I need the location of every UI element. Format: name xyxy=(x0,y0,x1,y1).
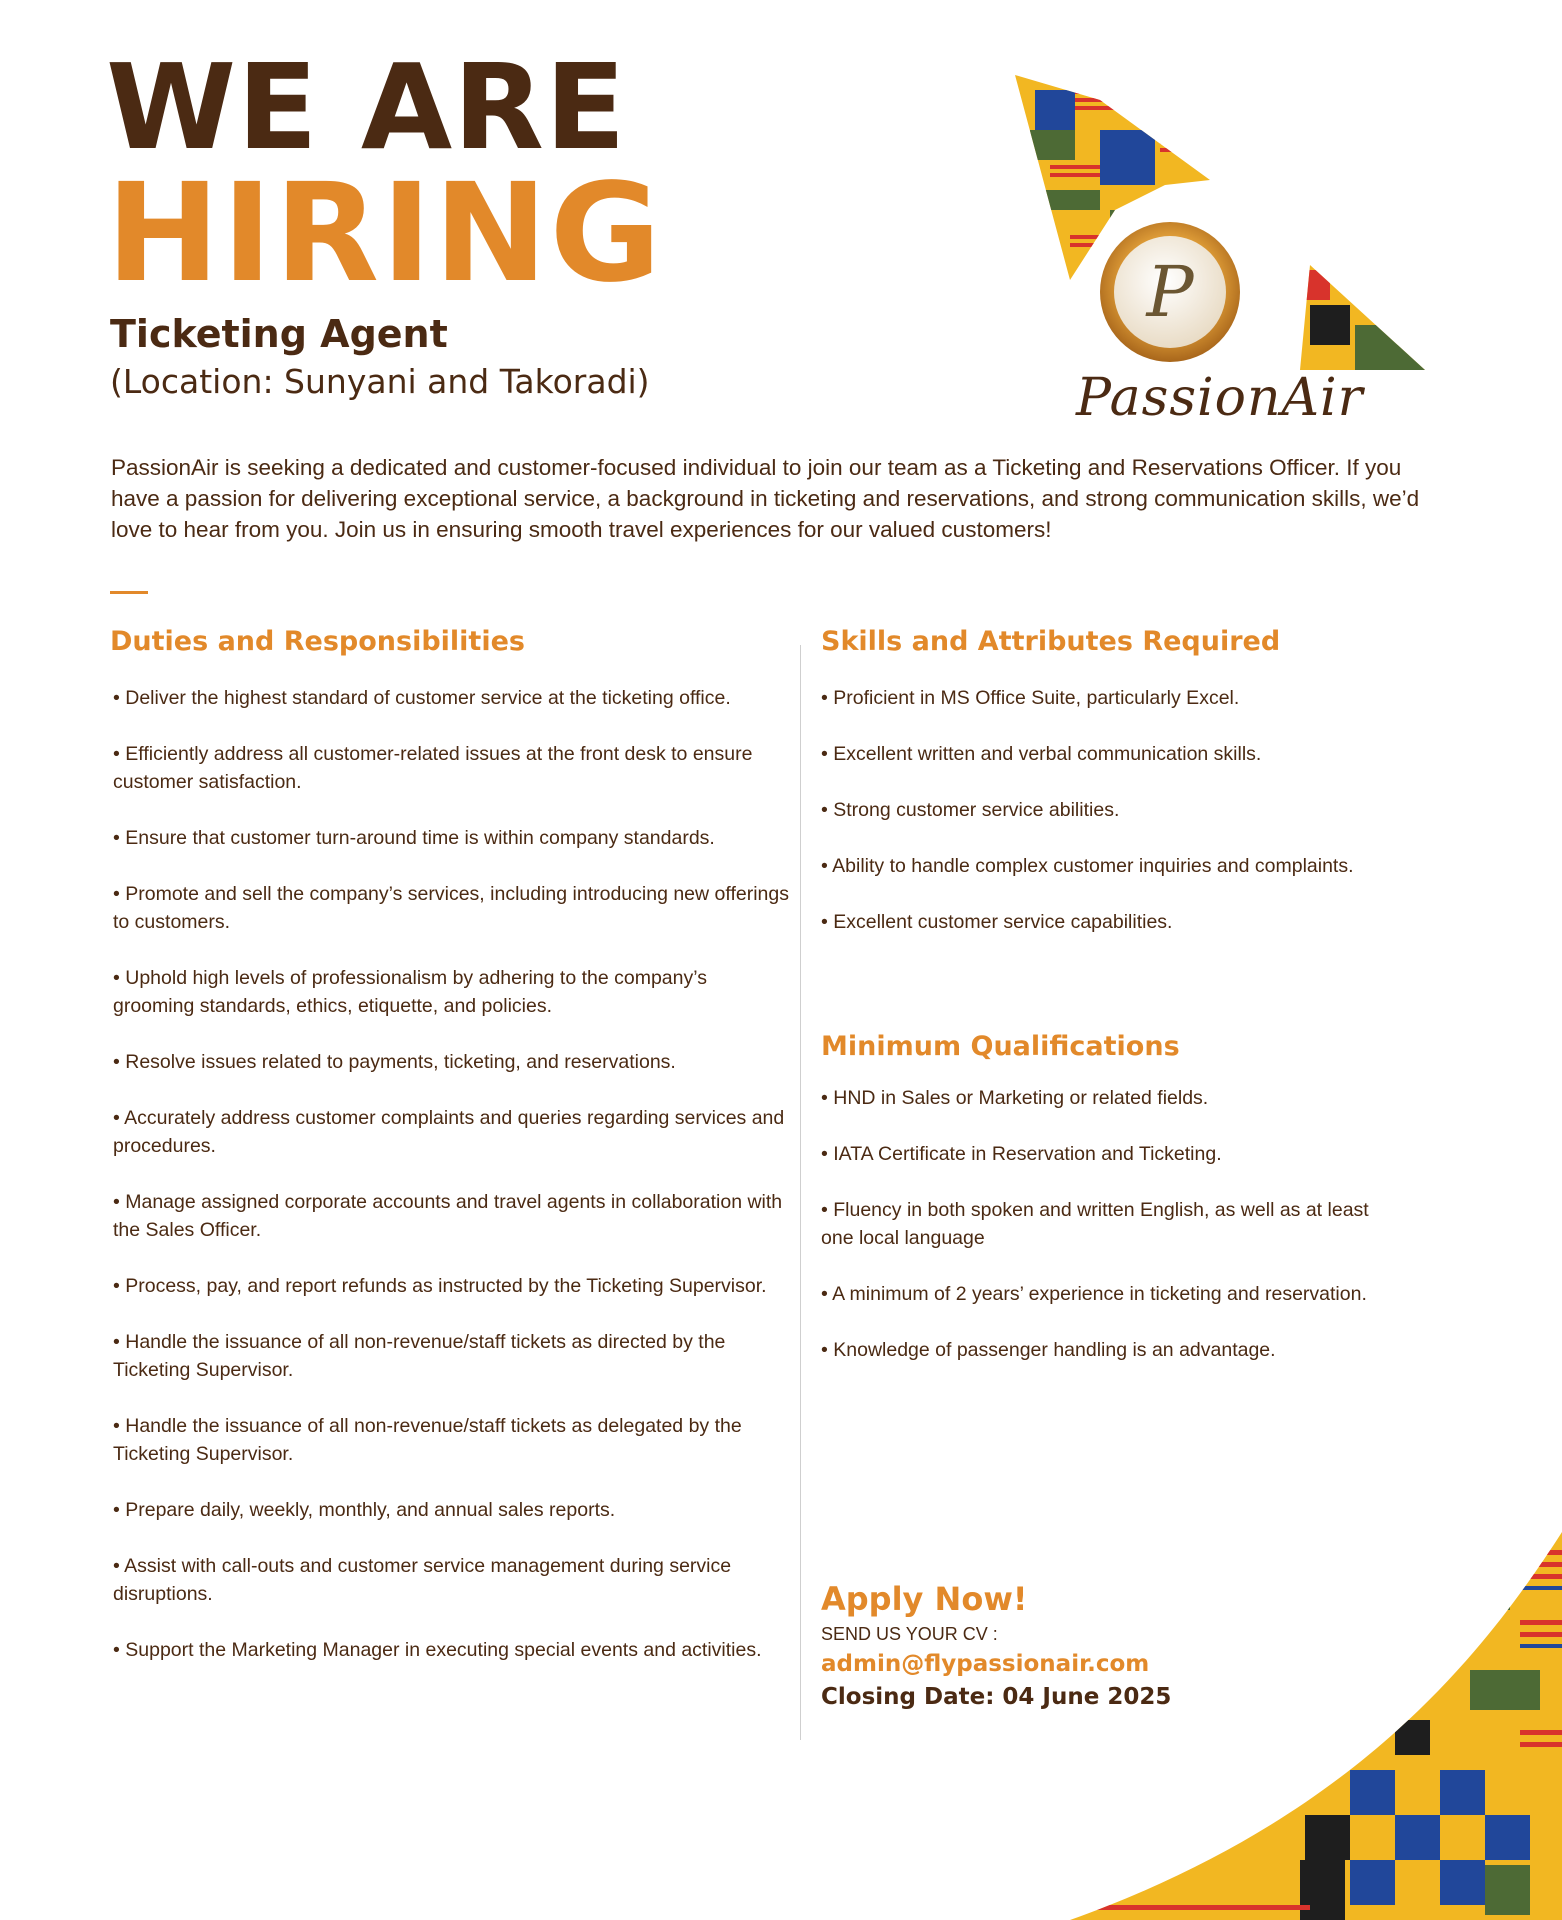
job-title: Ticketing Agent xyxy=(110,312,448,356)
qualifications-list xyxy=(821,1084,1381,1392)
list-item: • Proficient in MS Office Suite, particularly Excel. xyxy=(821,687,1240,709)
duties-list xyxy=(113,684,793,1692)
list-item: • Handle the issuance of all non-revenue/staff tickets as directed by the Ticketing Supervisor. xyxy=(113,1331,726,1381)
send-cv-label: SEND US YOUR CV : xyxy=(821,1624,998,1644)
column-divider xyxy=(800,645,801,1740)
accent-divider xyxy=(110,591,148,594)
list-item: • Support the Marketing Manager in executing special events and activities. xyxy=(113,1639,762,1661)
passionair-logo-graphic xyxy=(1010,70,1440,380)
list-item: • Assist with call-outs and customer service management during service disruptions. xyxy=(113,1555,732,1605)
heading-hiring: HIRING xyxy=(106,155,664,313)
skills-title: Skills and Attributes Required xyxy=(821,626,1281,657)
list-item: • Accurately address customer complaints and queries regarding services and procedures. xyxy=(113,1107,785,1157)
list-item: • Strong customer service abilities. xyxy=(821,799,1120,821)
list-item: • Efficiently address all customer-related issues at the front desk to ensure customer satisfaction. xyxy=(113,743,753,793)
list-item: • IATA Certificate in Reservation and Ticketing. xyxy=(821,1143,1222,1165)
list-item: • Deliver the highest standard of customer service at the ticketing office. xyxy=(113,687,731,709)
kente-wing-decoration xyxy=(1050,1520,1562,1920)
list-item: • Ensure that customer turn-around time is within company standards. xyxy=(113,827,715,849)
list-item: • Ability to handle complex customer inquiries and complaints. xyxy=(821,855,1354,877)
list-item: • Resolve issues related to payments, ticketing, and reservations. xyxy=(113,1051,676,1073)
duties-title: Duties and Responsibilities xyxy=(110,626,525,657)
list-item: • Knowledge of passenger handling is an advantage. xyxy=(821,1339,1276,1361)
apply-email-link[interactable]: admin@flypassionair.com xyxy=(821,1651,1150,1677)
list-item: • Handle the issuance of all non-revenue/staff tickets as delegated by the Ticketing Supervisor. xyxy=(113,1415,742,1465)
heading-we-are: WE ARE xyxy=(106,38,627,176)
list-item: • Manage assigned corporate accounts and travel agents in collaboration with the Sales Officer. xyxy=(113,1191,783,1241)
intro-paragraph: PassionAir is seeking a dedicated and customer-focused individual to join our team as a Ticketing and Reservations Officer. If you have a passion for delivering exceptional service, a background in ticketing and reservations, and strong communication skills, we’d love to hear from you. Join us in ensuring smooth travel experiences for our valued customers! xyxy=(111,455,1420,542)
list-item: • A minimum of 2 years’ experience in ticketing and reservation. xyxy=(821,1283,1367,1305)
list-item: • Excellent customer service capabilities. xyxy=(821,911,1173,933)
qualifications-title: Minimum Qualifications xyxy=(821,1031,1180,1062)
apply-now-title: Apply Now! xyxy=(821,1580,1028,1618)
list-item: • Process, pay, and report refunds as instructed by the Ticketing Supervisor. xyxy=(113,1275,767,1297)
list-item: • Fluency in both spoken and written English, as well as at least one local language xyxy=(821,1199,1369,1249)
closing-date: Closing Date: 04 June 2025 xyxy=(821,1684,1172,1710)
logo-monogram: P xyxy=(1146,251,1194,333)
list-item: • Excellent written and verbal communication skills. xyxy=(821,743,1262,765)
skills-list xyxy=(821,684,1381,964)
list-item: • Uphold high levels of professionalism by adhering to the company’s grooming standards, ethics, etiquette, and policies. xyxy=(113,967,707,1017)
list-item: • HND in Sales or Marketing or related fields. xyxy=(821,1087,1209,1109)
list-item: • Prepare daily, weekly, monthly, and annual sales reports. xyxy=(113,1499,616,1521)
logo-wordmark: PassionAir xyxy=(1076,368,1364,428)
job-location: (Location: Sunyani and Takoradi) xyxy=(110,362,650,401)
list-item: • Promote and sell the company’s services, including introducing new offerings to customers. xyxy=(113,883,789,933)
